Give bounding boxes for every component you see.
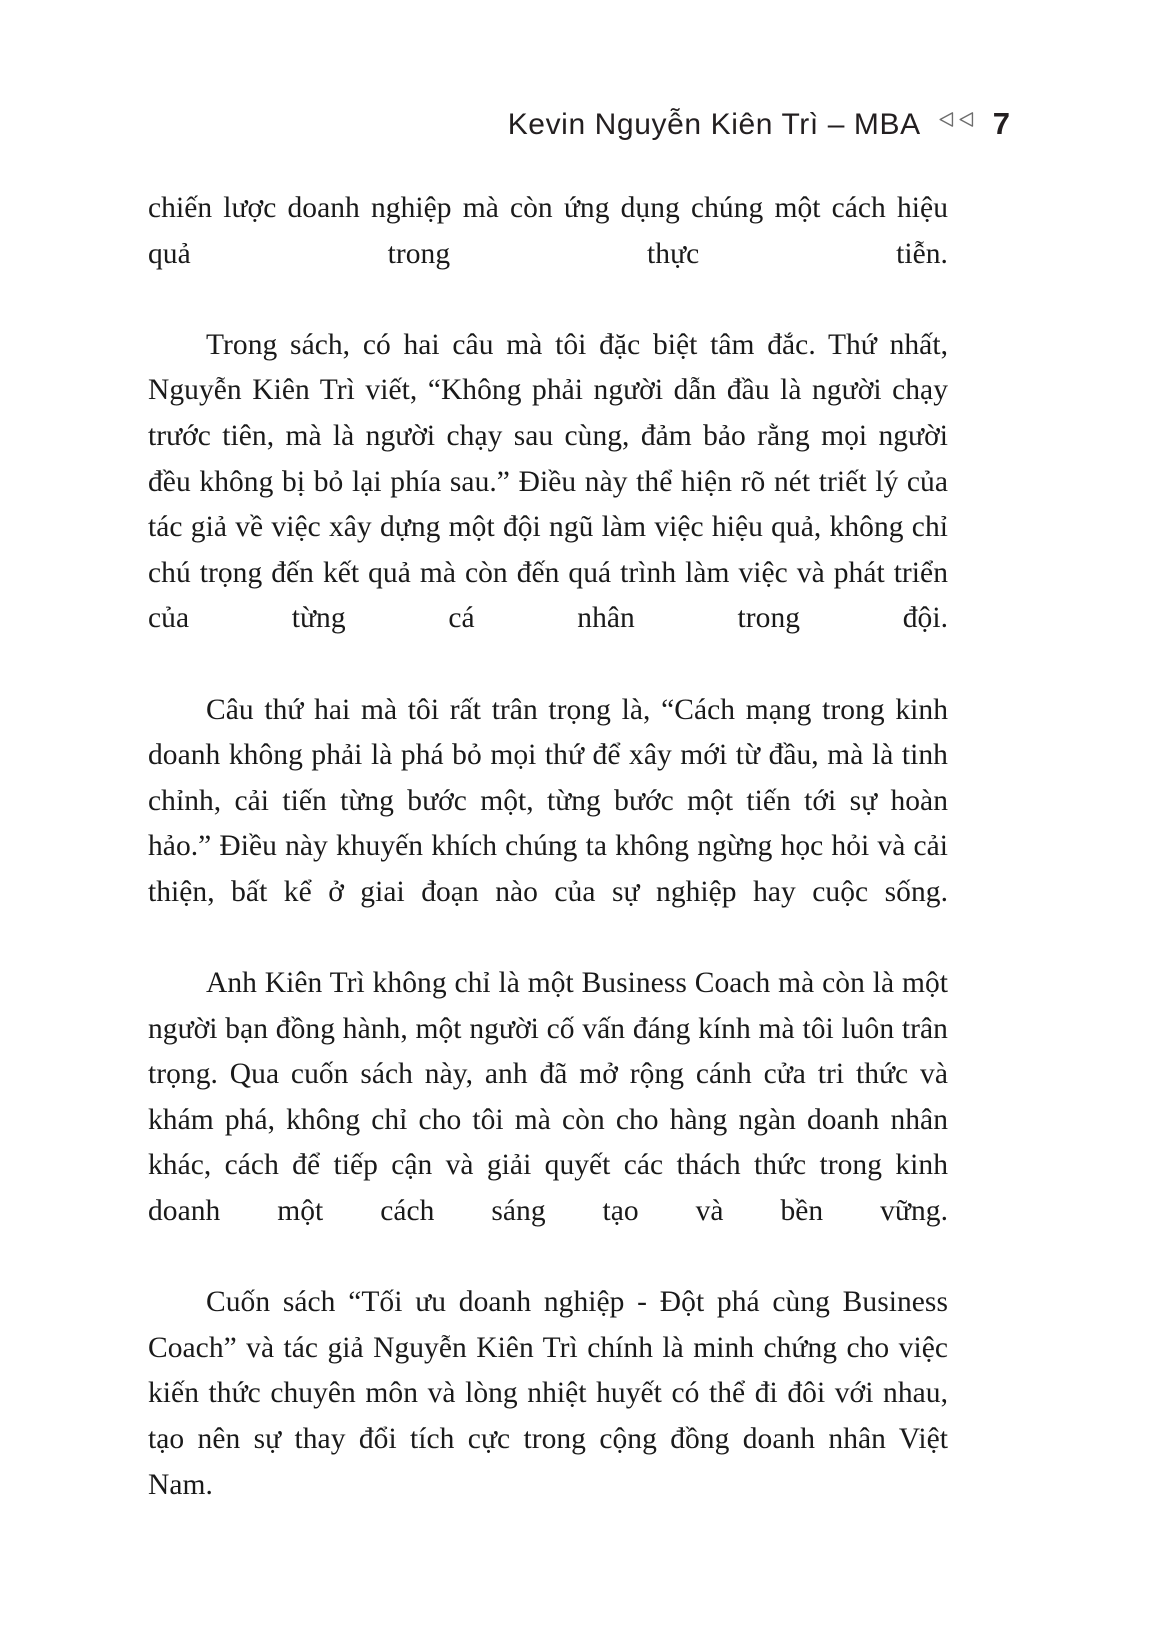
header-ornament xyxy=(938,111,975,128)
body-text-block xyxy=(148,186,948,1554)
paragraph: Trong sách, có hai câu mà tôi đặc biệt tâm đắc. Thứ nhất, Nguyễn Kiên Trì viết, “Không phải người dẫn đầu là người chạy trước tiên, mà là người chạy sau cùng, đảm bảo rằng mọi người đều không bị bỏ lại phía sau.” Điều này thể hiện rõ nét triết lý của tác giả về việc xây dựng một đội ngũ làm việc hiệu quả, không chỉ chú trọng đến kết quả mà còn đến quá trình làm việc và phát triển của từng cá nhân trong đội. xyxy=(148,328,948,635)
paragraph: Anh Kiên Trì không chỉ là một Business Coach mà còn là một người bạn đồng hành, một người cố vấn đáng kính mà tôi luôn trân trọng. Qua cuốn sách này, anh đã mở rộng cánh cửa tri thức và khám phá, không chỉ cho tôi mà còn cho hàng ngàn doanh nhân khác, cách để tiếp cận và giải quyết các thách thức trong kinh doanh một cách sáng tạo và bền vững. xyxy=(148,967,948,1228)
header-author-title: Kevin Nguyễn Kiên Trì – MBA xyxy=(507,108,921,141)
page-number: 7 xyxy=(992,106,1010,141)
paragraph: chiến lược doanh nghiệp mà còn ứng dụng chúng một cách hiệu quả trong thực tiễn. xyxy=(148,192,948,270)
paragraph: Cuốn sách “Tối ưu doanh nghiệp - Đột phá cùng Business Coach” và tác giả Nguyễn Kiên Trì chính là minh chứng cho việc kiến thức chuyên môn và lòng nhiệt huyết có thể đi đôi với nhau, tạo nên sự thay đổi tích cực trong cộng đồng doanh nhân Việt Nam. xyxy=(148,1286,948,1501)
paragraph: Câu thứ hai mà tôi rất trân trọng là, “Cách mạng trong kinh doanh không phải là phá bỏ mọi thứ để xây mới từ đầu, mà là tinh chỉnh, cải tiến từng bước một, từng bước một tiến tới sự hoàn hảo.” Điều này khuyến khích chúng ta không ngừng học hỏi và cải thiện, bất kể ở giai đoạn nào của sự nghiệp hay cuộc sống. xyxy=(148,693,948,908)
running-header xyxy=(148,108,1010,160)
triangle-left-outline-icon-2 xyxy=(958,111,975,128)
triangle-left-outline-icon xyxy=(938,111,955,128)
